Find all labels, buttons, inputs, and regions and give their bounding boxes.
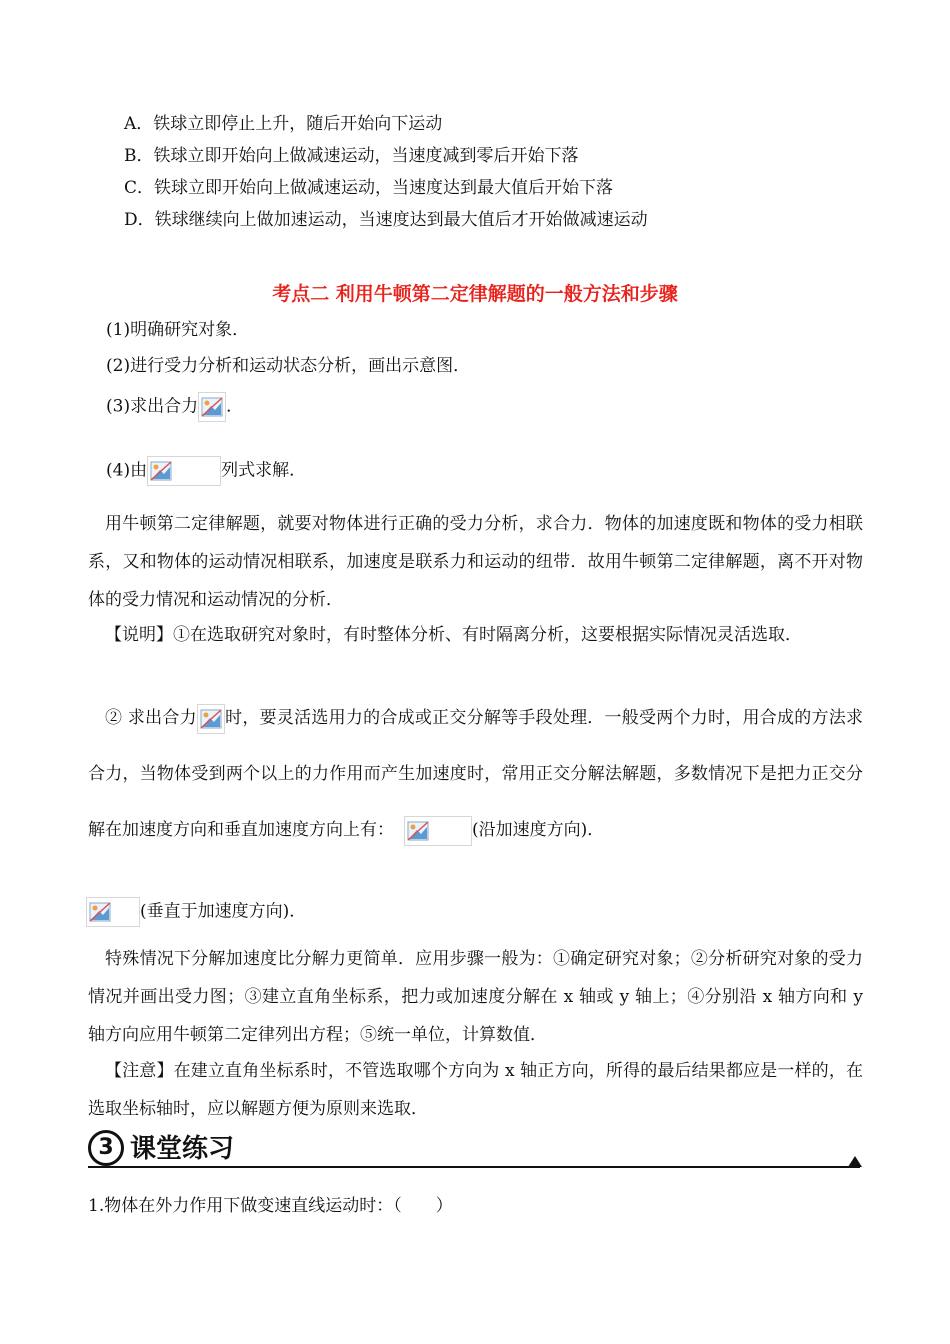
broken-image-icon: [197, 704, 225, 734]
question-1: 1.物体在外力作用下做变速直线运动时：（ ）: [88, 1196, 453, 1216]
broken-image-icon: [147, 456, 221, 486]
step-3-text: (3)求出合力: [106, 396, 199, 417]
step-2: (2)进行受力分析和运动状态分析，画出示意图．: [106, 356, 471, 376]
perp-direction: (垂直于加速度方向)．: [140, 901, 307, 922]
broken-image-icon: [86, 897, 140, 927]
step-4-end: 列式求解．: [221, 460, 307, 481]
paragraph-2: 特殊情况下分解加速度比分解力更简单．应用步骤一般为：①确定研究对象；②分析研究对象的受力情况并画出受力图；③建立直角坐标系，把力或加速度分解在 x 轴或 y 轴上；④分别沿 x 轴方向和 y 轴方向应用牛顿第二定律列出方程；⑤统一单位，计算数值．: [88, 949, 863, 1045]
section-divider: [88, 1166, 860, 1168]
option-text: 铁球立即开始向上做减速运动，当速度达到最大值后开始下落: [154, 178, 614, 198]
option-d: [124, 210, 648, 230]
step-4-text: (4)由: [106, 460, 148, 481]
note-2-body: 时，要灵活选用力的合成或正交分解等手段处理．一般受两个力时，用合成的方法求合力，当物体受到两个以上的力作用而产生加速度时，常用正交分解法解题，多数情况下是把力正交分解在加速度方向和垂直加速度方向上有：: [88, 708, 864, 840]
paragraph-1: 用牛顿第二定律解题，就要对物体进行正确的受力分析，求合力．物体的加速度既和物体的受力相联系，又和物体的运动情况相联系，加速度是联系力和运动的纽带．故用牛顿第二定律解题，离不开对物体的受力情况和运动情况的分析．: [88, 514, 863, 610]
step-3-end: ．: [226, 396, 244, 417]
note-2: [88, 690, 863, 858]
note-explanation: 【说明】①在选取研究对象时，有时整体分析、有时隔离分析，这要根据实际情况灵活选取．: [105, 625, 802, 645]
note-2-start: ② 求出合力: [105, 708, 197, 728]
step-1: (1)明确研究对象．: [106, 320, 250, 340]
step-3: [106, 392, 243, 422]
option-b: [124, 146, 579, 166]
option-text: 铁球继续向上做加速运动，当速度达到最大值后才开始做减速运动: [154, 210, 648, 230]
option-letter: B．: [124, 146, 154, 166]
section-title: 考点二 利用牛顿第二定律解题的一般方法和步骤: [272, 283, 678, 305]
broken-image-icon: [198, 392, 226, 422]
option-letter: A．: [124, 114, 154, 134]
perp-line: [86, 897, 306, 927]
practice-title: 课堂练习: [130, 1134, 235, 1164]
option-c: [124, 178, 613, 198]
section-number-badge: 3: [88, 1130, 124, 1166]
triangle-icon: [848, 1156, 862, 1167]
option-letter: D．: [124, 210, 155, 230]
option-letter: C．: [124, 178, 155, 198]
attention-note: 【注意】在建立直角坐标系时，不管选取哪个方向为 x 轴正方向，所得的最后结果都应是一样的，在选取坐标轴时，应以解题方便为原则来选取．: [88, 1061, 863, 1119]
step-4: [106, 456, 306, 486]
option-text: 铁球立即开始向上做减速运动，当速度减到零后开始下落: [153, 146, 579, 166]
along-direction: (沿加速度方向)．: [472, 820, 605, 840]
option-a: [124, 114, 442, 134]
broken-image-icon: [404, 816, 472, 846]
option-text: 铁球立即停止上升，随后开始向下运动: [153, 114, 443, 134]
